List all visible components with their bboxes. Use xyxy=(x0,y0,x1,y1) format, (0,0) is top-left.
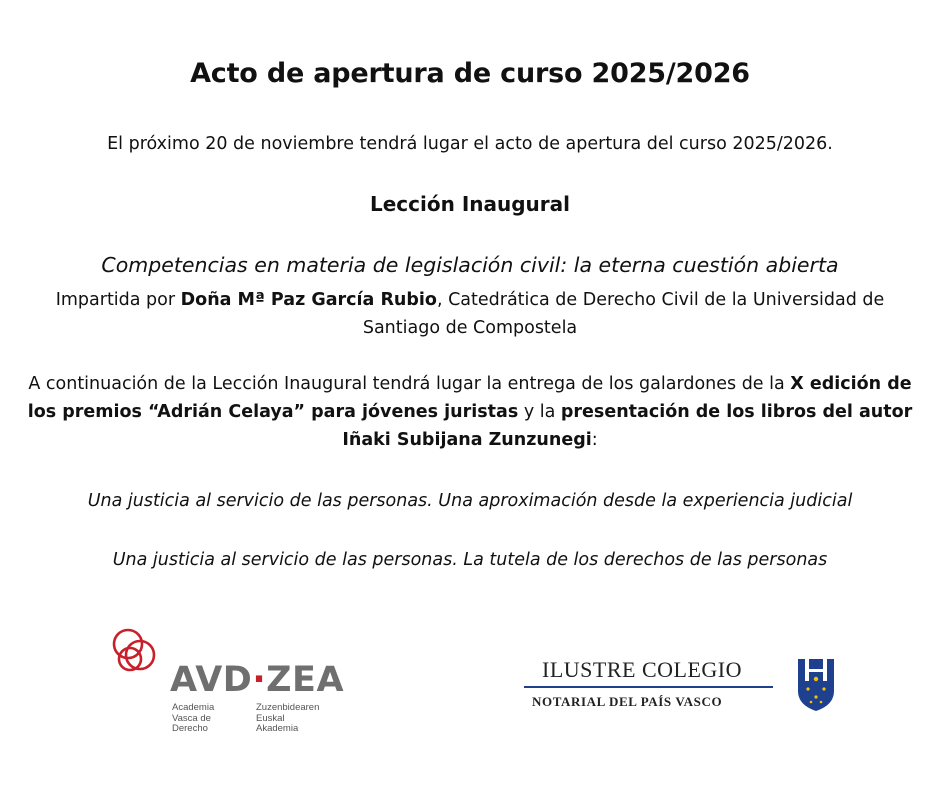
lesson-heading: Lección Inaugural xyxy=(370,192,570,216)
avd-zea-wordmark xyxy=(170,660,344,700)
awards-name: X edición de los premios “Adrián Celaya” para jóvenes juristas xyxy=(27,374,912,422)
colegio-notarial-logo xyxy=(524,655,844,719)
continuation-paragraph xyxy=(25,370,915,454)
avd-rings-icon xyxy=(110,626,160,678)
avd-sub-line: Academia xyxy=(172,702,215,713)
avd-sub-line: Vasca de xyxy=(172,712,211,724)
page-title: Acto de apertura de curso 2025/2026 xyxy=(190,58,750,89)
avd-sub-spanish xyxy=(172,703,214,735)
lesson-title: Competencias en materia de legislación civil: la eterna cuestión abierta xyxy=(101,253,839,277)
avd-dot: · xyxy=(252,660,267,700)
notarial-line2: NOTARIAL DEL PAÍS VASCO xyxy=(532,694,723,709)
speaker-prefix: Impartida por xyxy=(55,290,181,310)
continuation-part3: y la xyxy=(518,402,561,422)
books-presentation: presentación de los libros del autor Iñaki Subijana Zunzunegi xyxy=(342,402,913,450)
avd-sub-line: Zuzenbidearen xyxy=(256,702,320,713)
continuation-part1: A continuación de la Lección Inaugural tendrá lugar la entrega de los galardones de la xyxy=(28,374,791,394)
speaker-suffix: , Catedrática de Derecho Civil de la Universidad de Santiago de Compostela xyxy=(362,290,885,338)
notarial-divider xyxy=(524,686,773,688)
avd-word-left: AVD xyxy=(170,660,253,700)
avd-sub-basque xyxy=(256,703,319,735)
speaker-name: Doña Mª Paz García Rubio xyxy=(180,290,437,310)
book-title-1: Una justicia al servicio de las personas. Una aproximación desde la experiencia judicial xyxy=(87,491,853,511)
avd-sub-line: Derecho xyxy=(172,723,208,734)
avd-sub-line: Akademia xyxy=(256,723,299,734)
notarial-shield-icon xyxy=(796,657,836,713)
avd-word-right: ZEA xyxy=(266,660,345,700)
avd-sub-line: Euskal xyxy=(256,712,285,724)
continuation-part5: : xyxy=(591,430,598,450)
lesson-speaker xyxy=(20,286,920,342)
intro-text: El próximo 20 de noviembre tendrá lugar el acto de apertura del curso 2025/2026. xyxy=(107,134,833,154)
avd-zea-logo xyxy=(110,626,345,746)
notarial-line1: ILUSTRE COLEGIO xyxy=(542,657,742,682)
book-title-2: Una justicia al servicio de las personas. La tutela de los derechos de las personas xyxy=(112,550,828,570)
